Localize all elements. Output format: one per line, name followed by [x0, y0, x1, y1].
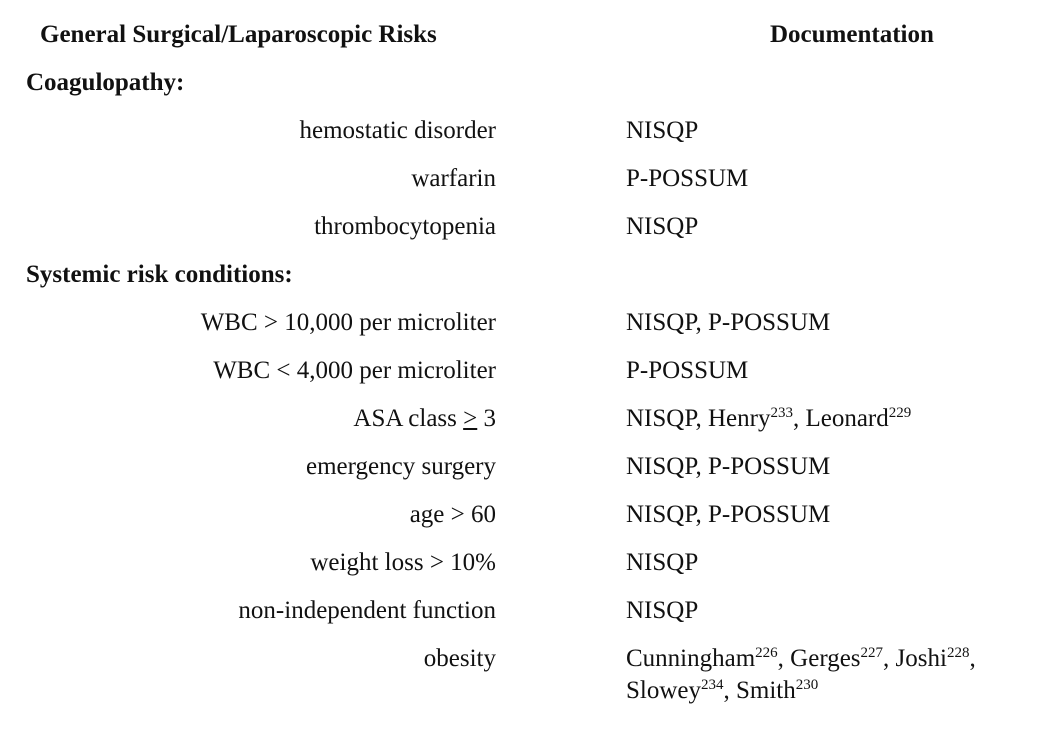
risk-label: age > 60: [409, 501, 496, 528]
documentation-value: [626, 403, 1046, 435]
documentation-value: NISQP, P-POSSUM: [626, 501, 831, 528]
doc-text: , Smith: [723, 677, 796, 704]
documentation-value: NISQP: [626, 549, 699, 576]
risk-label: hemostatic disorder: [299, 117, 496, 144]
citation-ref: 229: [888, 405, 912, 421]
greater-equal-symbol: >: [463, 405, 478, 432]
citation-ref: 234: [701, 677, 724, 693]
citation-ref: 226: [755, 645, 778, 661]
risk-label-suffix: 3: [477, 405, 496, 432]
risk-label: [353, 403, 496, 435]
doc-text: , Leonard: [792, 405, 889, 432]
documentation-value: NISQP, P-POSSUM: [626, 453, 831, 480]
doc-text: , Joshi: [883, 645, 947, 672]
risk-label: emergency surgery: [306, 453, 496, 480]
doc-text: Cunningham: [626, 645, 756, 672]
risk-label: WBC > 10,000 per microliter: [200, 309, 496, 336]
doc-text: , Slowey: [626, 645, 976, 704]
column-header-risks: General Surgical/Laparoscopic Risks: [40, 21, 437, 48]
doc-text: , Gerges: [777, 645, 861, 672]
documentation-value: P-POSSUM: [626, 165, 749, 192]
doc-text: NISQP, Henry: [626, 405, 771, 432]
risk-label-prefix: ASA class: [353, 405, 464, 432]
risk-label: WBC < 4,000 per microliter: [213, 357, 496, 384]
documentation-value: NISQP: [626, 213, 699, 240]
section-title-coagulopathy: Coagulopathy:: [26, 69, 185, 96]
risk-label: warfarin: [411, 165, 496, 192]
documentation-value: NISQP: [626, 597, 699, 624]
documentation-value: P-POSSUM: [626, 357, 749, 384]
documentation-value: NISQP: [626, 117, 699, 144]
citation-ref: 228: [946, 645, 970, 661]
risk-label: thrombocytopenia: [314, 213, 496, 240]
citation-ref: 233: [770, 405, 793, 421]
citation-ref: 227: [860, 645, 884, 661]
risk-label: non-independent function: [238, 597, 496, 624]
section-title-systemic-risk: Systemic risk conditions:: [26, 261, 293, 288]
documentation-value: [626, 643, 1046, 707]
citation-ref: 230: [795, 677, 819, 693]
risk-label: obesity: [423, 645, 496, 672]
risk-label: weight loss > 10%: [310, 549, 496, 576]
documentation-value: NISQP, P-POSSUM: [626, 309, 831, 336]
column-header-documentation: Documentation: [770, 21, 934, 48]
